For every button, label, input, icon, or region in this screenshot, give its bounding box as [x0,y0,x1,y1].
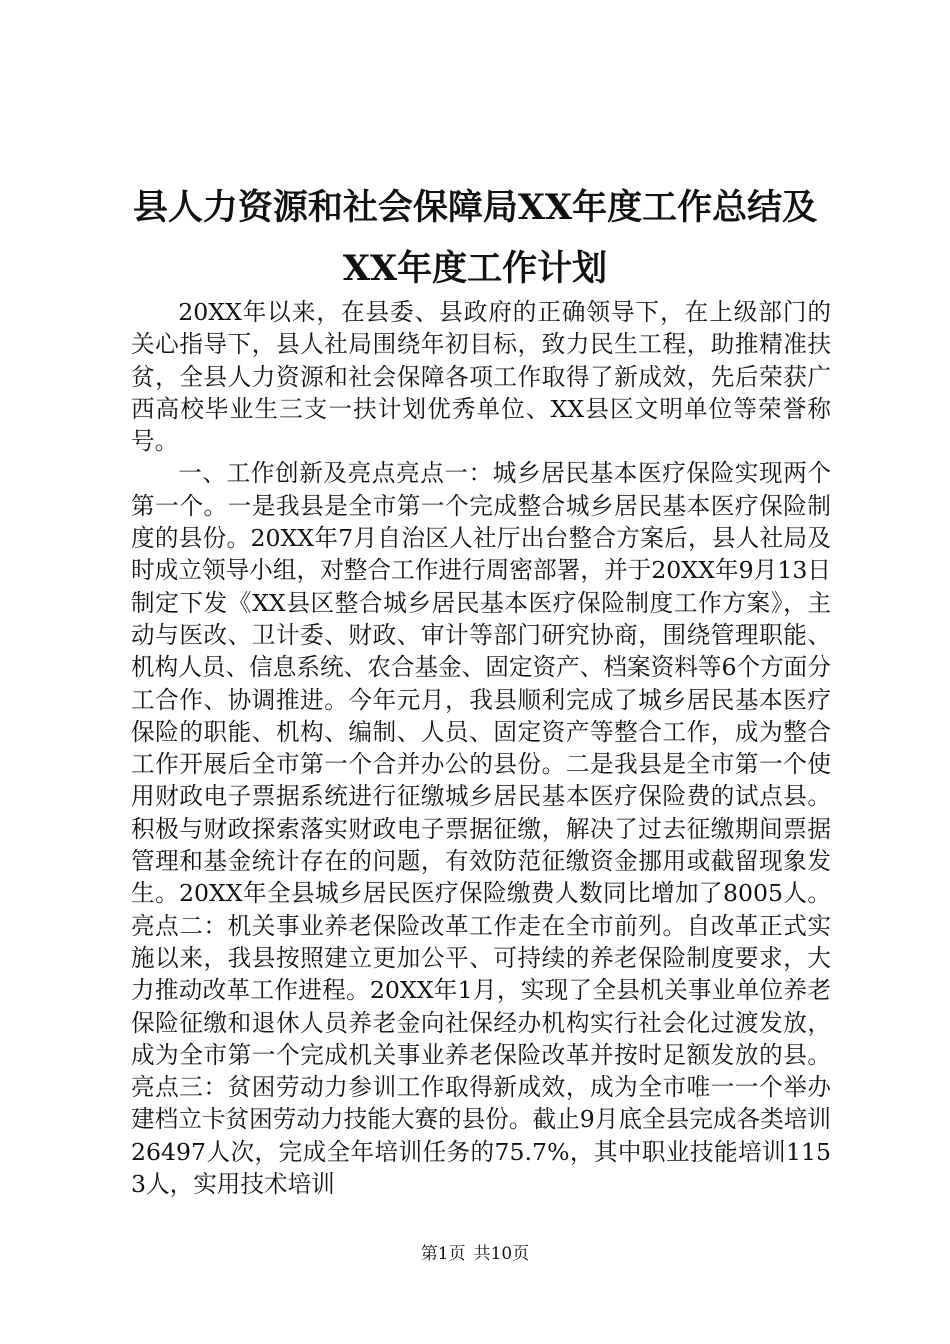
paragraph-intro: 20XX年以来，在县委、县政府的正确领导下，在上级部门的关心指导下，县人社局围绕年初目标，致力民生工程，助推精准扶贫，全县人力资源和社会保障各项工作取得了新成效，先后荣获广西高校毕业生三支一扶计划优秀单位、XX县区文明单位等荣誉称号。 [131,298,831,456]
page-number: 第1页 [420,1244,466,1264]
page-total: 共10页 [473,1244,530,1264]
paragraph-innovation-highlights: 一、工作创新及亮点亮点一：城乡居民基本医疗保险实现两个第一个。一是我县是全市第一个完成整合城乡居民基本医疗保险制度的县份。20XX年7月自治区人社厅出台整合方案后，县人社局及时成立领导小组，对整合工作进行周密部署，并于20XX年9月13日制定下发《XX县区整合城乡居民基本医疗保险制度工作方案》，主动与医改、卫计委、财政、审计等部门研究协商，围绕管理职能、机构人员、信息系统、农合基金、固定资产、档案资料等6个方面分工合作、协调推进。今年元月，我县顺利完成了城乡居民基本医疗保险的职能、机构、编制、人员、固定资产等整合工作，成为整合工作开展后全市第一个合并办公的县份。二是我县是全市第一个使用财政电子票据系统进行征缴城乡居民基本医疗保险费的试点县。积极与财政探索落实财政电子票据征缴，解决了过去征缴期间票据管理和基金统计存在的问题，有效防范征缴资金挪用或截留现象发生。20XX年全县城乡居民医疗保险缴费人数同比增加了8005人。亮点二：机关事业养老保险改革工作走在全市前列。自改革正式实施以来，我县按照建立更加公平、可持续的养老保险制度要求，大力推动改革工作进程。20XX年1月，实现了全县机关事业单位养老保险征缴和退休人员养老金向社保经办机构实行社会化过渡发放，成为全市第一个完成机关事业养老保险改革并按时足额发放的县。亮点三：贫困劳动力参训工作取得新成效，成为全市唯一一个举办建档立卡贫困劳动力技能大赛的县份。截止9月底全县完成各类培训26497人次，完成全年培训任务的75.7%，其中职业技能培训1153人，实用技术培训 [131,459,831,1199]
page-footer [0,1243,950,1265]
document-title-line-1: 县人力资源和社会保障局XX年度工作总结及 [132,187,818,228]
document-body [131,296,831,1200]
document-title-line-2: XX年度工作计划 [342,248,608,289]
